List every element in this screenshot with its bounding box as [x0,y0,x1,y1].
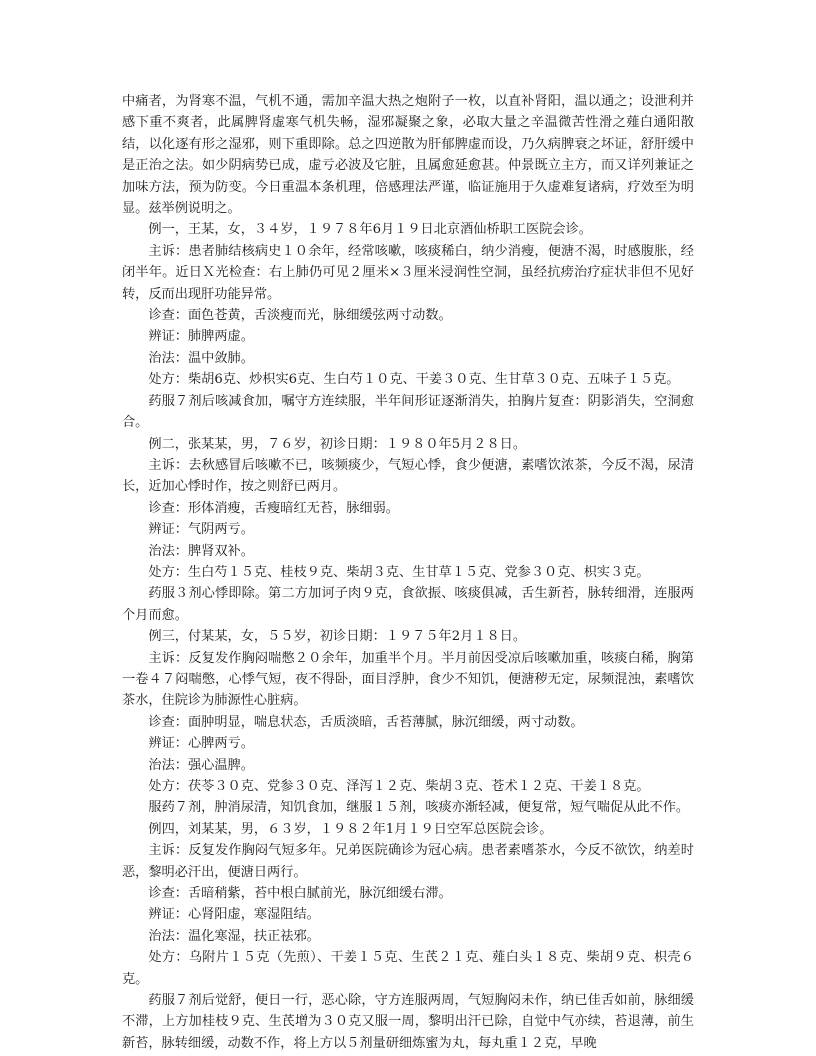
prescription: 处方：生白芍１５克、桂枝９克、柴胡３克、生甘草１５克、党参３０克、枳实３克。 [148,564,650,580]
chief-complaint: 主诉：反复发作胸闷气短多年。兄弟医院确诊为冠心病。患者素嗜茶水，今反不欲饮，纳差时恶，黎明必汗出，便溏日两行。 [122,843,694,880]
treatment: 治法：强心温脾。 [148,757,254,773]
prescription: 处方：茯苓３０克、党参３０克、泽泻１２克、柴胡３克、苍术１２克、干姜１８克。 [148,779,650,794]
case-heading: 例三，付某某，女，５５岁，初诊日期：１９７５年2月１８日。 [148,629,527,645]
chief-complaint: 主诉：去秋感冒后咳嗽不已，咳频痰少，气短心悸，食少便溏，素嗜饮浓茶，今反不渴，尿清长，近加心悸时作，按之则舒已两月。 [122,457,694,495]
examination: 诊查：舌暗稍紫，苔中根白腻前光，脉沉细缓右滞。 [148,886,452,902]
syndrome: 辨证：肺脾两虚。 [148,329,254,345]
treatment: 治法：脾肾双补。 [148,543,254,559]
outcome: 服药７剂，肿消尿清，知饥食加，继服１５剂，咳痰亦渐轻减，便复常，短气喘促从此不作。 [148,800,690,816]
syndrome: 辨证：心脾两亏。 [148,736,254,752]
case-heading: 例一，王某，女，３４岁，１９７８年6月１９日北京酒仙桥职工医院会诊。 [148,222,592,238]
treatment: 治法：温中敛肺。 [148,350,254,366]
paragraph: 中痛者，为肾寒不温，气机不通，需加辛温大热之炮附子一枚，以直补肾阳，温以通之；设泄利并感下重不爽者，此属脾肾虚寒气机失畅，湿邪凝聚之象，必取大量之辛温微苦性滑之薤白通阳散结，以化逐有形之湿邪，则下重即除。总之四逆散为肝郁脾虚而设，乃久病脾衰之坏证，舒肝缓中是正治之法。如少阴病势已成，虚亏必波及它脏，且属愈延愈甚。仲景既立主方，而又详列兼证之加味方法，预为防变。今日重温本条机理，倍感理法严谨，临证施用于久虚难复诸病，疗效至为明显。兹举例说明之。 [122,94,694,217]
prescription: 处方：乌附片１５克（先煎）、干姜１５克、生芪２１克、薤白头１８克、柴胡９克、枳壳６克。 [122,950,694,987]
syndrome: 辨证：心肾阳虚，寒湿阻结。 [148,907,320,923]
case-heading: 例二，张某某，男，７６岁，初诊日期：１９８０年5月２８日。 [148,436,527,452]
case-heading: 例四，刘某某，男，６３岁，１９８２年1月１９日空军总医院会诊。 [148,821,553,837]
outcome: 药服３剂心悸即除。第二方加诃子肉９克，食欲振、咳痰俱减，舌生新苔，脉转细滑，连服两个月而愈。 [122,586,694,623]
examination: 诊查：面色苍黄，舌淡瘦而光，脉细缓弦两寸动数。 [148,308,452,324]
chief-complaint: 主诉：反复发作胸闷喘憋２０余年，加重半个月。半月前因受凉后咳嗽加重，咳痰白稀，胸第一卷４７闷喘憋，心悸气短，夜不得卧，面目浮肿，食少不知饥，便溏秽无定，尿频混浊，素嗜饮茶水，住院诊为肺源性心脏病。 [122,650,694,709]
document-page [122,91,694,1054]
examination: 诊查：形体消瘦，舌瘦暗红无苔，脉细弱。 [148,500,399,516]
outcome: 药服７剂后觉舒，便日一行，恶心除，守方连服两周，气短胸闷未作，纳已佳舌如前，脉细缓不滞，上方加桂枝９克、生芪增为３０克又服一周，黎明出汗已除，自觉中气亦续，苔退薄，前生新苔，脉转细缓，动数不作，将上方以５剂量研细炼蜜为丸，每丸重１２克，早晚 [122,993,694,1051]
chief-complaint: 主诉：患者肺结核病史１０余年，经常咳嗽，咳痰稀白，纳少消瘦，便溏不渴，时感腹胀，经闭半年。近日Ｘ光检查：右上肺仍可见２厘米×３厘米浸润性空洞，虽经抗痨治疗症状非但不见好转，反而出现肝功能异常。 [122,243,694,302]
outcome: 药服７剂后咳减食加，嘱守方连续服，半年间形证逐渐消失，拍胸片复查：阴影消失，空洞愈合。 [122,393,694,431]
prescription: 处方：柴胡6克、炒枳实6克、生白芍１０克、干姜３０克、生甘草３０克、五味子１５克。 [148,372,680,388]
treatment: 治法：温化寒湿，扶正祛邪。 [148,928,320,944]
examination: 诊查：面肿明显，喘息状态，舌质淡暗，舌苔薄腻，脉沉细缓，两寸动数。 [148,714,584,730]
syndrome: 辨证：气阴两亏。 [148,522,254,538]
